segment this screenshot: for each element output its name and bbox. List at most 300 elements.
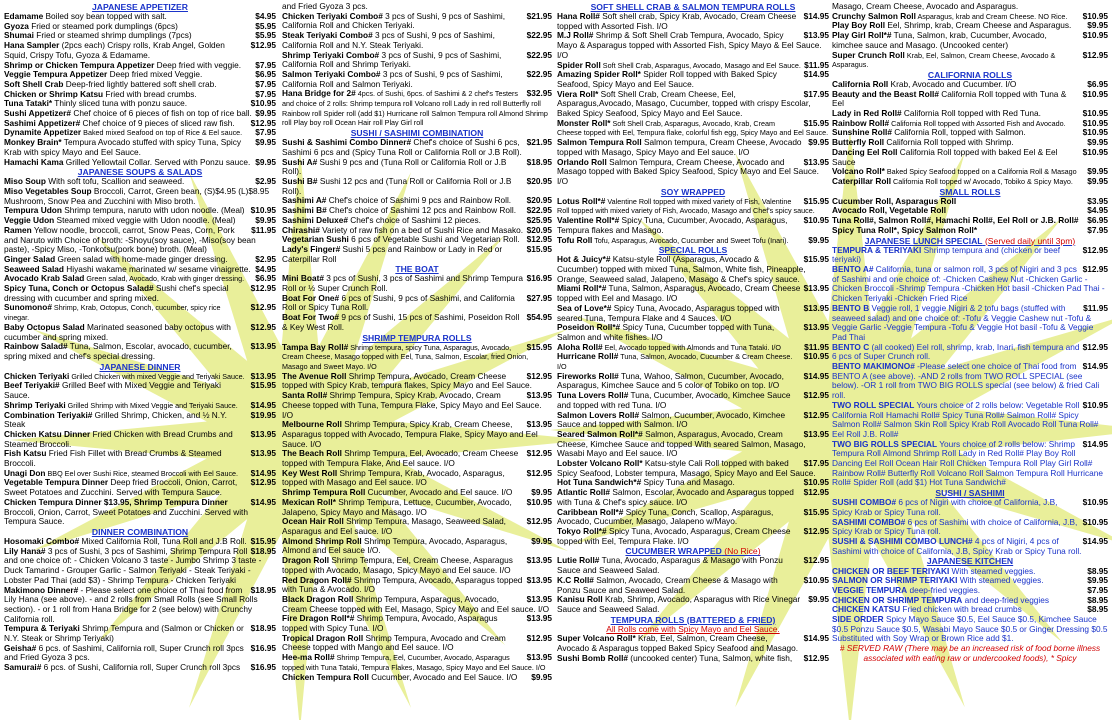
menu-item-name: Chicken or Shrimp Katsu xyxy=(4,88,104,99)
section-heading: JAPANESE SOUPS & SALADS xyxy=(77,167,203,178)
menu-item xyxy=(557,304,829,323)
menu-item-name: Kanisu Roll xyxy=(557,594,603,605)
menu-item xyxy=(832,343,1108,362)
menu-item-description: 4 pcs of Nigiri, 4 pcs of Sashimi with choice of California, J.B, Spicy Krab or Spicy Tuna roll. xyxy=(832,536,1082,556)
menu-item-name: SASHIMI COMBO# xyxy=(832,516,906,527)
menu-item-name: SALMON OR SHRIMP TERIYAKI xyxy=(832,575,958,586)
menu-item-name: Hana Bridge for 2# xyxy=(282,88,356,99)
menu-item-description: Krab, Eel, Salmon, Cream Cheese, Avocado & Asparagus topped Baked Spicy Seafood and Masago. xyxy=(557,633,799,654)
menu-item-name: Hamachi Kama xyxy=(4,156,64,167)
menu-item-name: Baby Octopus Salad xyxy=(4,321,85,332)
menu-item-description: With steamed veggies. xyxy=(957,575,1044,586)
menu-item-name: Poseidon Roll*# xyxy=(557,322,621,333)
menu-item-price: $12.95 xyxy=(526,467,552,478)
menu-item-description: Grilled Yellowtail Collar. Served with Ponzu sauce. xyxy=(63,156,251,167)
section-heading: SUSHI / SASHIMI COMBINATION xyxy=(350,128,484,139)
menu-item-price: $9.95 xyxy=(1087,575,1108,586)
menu-item-name: Tempura Udon xyxy=(4,205,62,216)
menu-item-description: 6 pcs of Sushi, 9 pcs of Sashimi, and California Roll or Spicy Tuna Roll. xyxy=(282,292,515,313)
menu-item xyxy=(282,89,552,128)
menu-item xyxy=(557,527,829,546)
menu-item xyxy=(832,265,1108,304)
menu-item-price: $16.95 xyxy=(250,662,276,673)
menu-item-description: Grilled Shrimp with Mixed Veggie and Teriyaki Sauce. xyxy=(65,400,238,410)
menu-item-price: $9.95 xyxy=(1087,20,1108,31)
menu-item-price: $12.95 xyxy=(250,302,276,313)
section-heading: SOY WRAPPED xyxy=(660,186,726,197)
menu-item-price: $14.95 xyxy=(803,11,829,22)
menu-item xyxy=(282,498,552,517)
menu-item xyxy=(557,197,829,216)
menu-item-name: Beef Teriyaki# xyxy=(4,380,60,391)
menu-item-description: Hiyashi wakame marinated w/ sesame vinaigrette. xyxy=(63,263,251,274)
menu-item-price: $12.95 xyxy=(250,40,276,51)
menu-item-description: Shrimp Tempura, Asparagus, Avocado, Cream Cheese topped with Eel, Masago, Spicy Mayo and Eel sauce. I/O xyxy=(282,593,550,614)
menu-item xyxy=(282,372,552,391)
menu-item-name: Black Dragon Roll xyxy=(282,593,354,604)
menu-item-description: Steamed mixed veggie with Udon noodle. (Meal) xyxy=(54,215,236,226)
menu-item-description: 3 pcs of Sushi, 9 pcs of Sashimi, California Roll and Chicken Teriyaki. xyxy=(282,10,506,31)
section-heading: JAPANESE DINNER xyxy=(99,361,181,372)
menu-item-description: California Roll, topped with Salmon. xyxy=(891,127,1026,138)
menu-item xyxy=(4,586,276,625)
menu-item-description: Tuna, Salmon, krab, Cucumber, Avocado, kimchee sauce and Masago. (Uncooked center) xyxy=(832,30,1047,50)
menu-item-price: $13.95 xyxy=(526,613,552,624)
menu-item-name: Veggie Tempura Appetizer xyxy=(4,69,108,80)
menu-item-description: California Roll topped w/ Avocado, Tobiko & Spicy Mayo. xyxy=(891,177,1073,186)
menu-item-price: $22.95 xyxy=(526,30,552,41)
menu-item xyxy=(557,12,829,31)
menu-item xyxy=(557,323,829,342)
menu-item-price: $13.95 xyxy=(526,593,552,604)
menu-item-name: Lotus Roll*# xyxy=(557,195,606,206)
menu-item-description: 3 pcs of Sushi, 9 pcs of Sashimi, California Roll and Shrimp Teriyaki. xyxy=(282,49,502,70)
menu-item-description: Salmon Tempura, Cream Cheese, Avocado and Masago topped with Baked Spicy Seafood, Spicy Mayo and Eel Sauce. I/O xyxy=(557,156,819,186)
menu-item-description: Krab, Shrimp, Avocado, Asparagus with Rice Vinegar Sauce and Seaweed Salad. xyxy=(557,594,801,614)
menu-item-name: Fire Dragon Roll*# xyxy=(282,613,355,624)
section-heading: SOFT SHELL CRAB & SALMON TEMPURA ROLLS xyxy=(590,2,796,12)
menu-item-name: Fish Katsu xyxy=(4,448,47,459)
menu-item-name: Monster Roll* xyxy=(557,117,611,128)
menu-item xyxy=(832,537,1108,556)
menu-item-name: Soft Shell Crab xyxy=(4,78,64,89)
menu-item xyxy=(557,576,829,595)
menu-item-description: With steamed veggies. xyxy=(949,565,1036,576)
menu-item-description: Shrimp Tempura, Masago, Seaweed Salad, Asparagus and Eel sauce. I/O xyxy=(282,516,506,536)
menu-item xyxy=(832,177,1108,187)
menu-item-price: $11.95 xyxy=(251,224,276,235)
menu-item-name: Dragon Roll xyxy=(282,555,330,566)
section-heading: THE BOAT xyxy=(395,264,439,275)
menu-item xyxy=(557,634,829,653)
menu-item-description: Sushi 5 pcs and Rainbow or Lady in Red or Caterpillar Roll xyxy=(282,243,503,264)
menu-item-price: $13.95 xyxy=(526,419,552,430)
menu-item xyxy=(282,245,552,264)
menu-item xyxy=(4,226,276,255)
menu-item-price: $13.95 xyxy=(526,390,552,401)
menu-item-name: Spider Roll xyxy=(557,59,601,70)
menu-item-price: $10.95 xyxy=(1082,10,1108,21)
menu-item-name: Lobster Volcano Roll* xyxy=(557,458,643,469)
menu-item-description: Chef's choice of Sashimi 9 pcs and Rainbow Roll. xyxy=(326,195,512,206)
menu-item-description: Tempura Avocado stuffed with spicy Tuna, Spicy Krab with spicy Mayo and Eel Sauce. xyxy=(4,137,242,157)
menu-item-price: $12.95 xyxy=(526,234,552,245)
section-heading: CUCUMBER WRAPPED (No Rice) xyxy=(625,546,761,557)
menu-item-name: The Avenue Roll xyxy=(282,370,347,381)
menu-item-price: $10.95 xyxy=(1082,30,1108,41)
menu-item-description: Salmon, Cucumber, Avocado, Kimchee Sauce and topped with Salmon. I/O xyxy=(557,409,786,430)
menu-item-price: $16.95 xyxy=(250,642,276,653)
menu-item-description: Tuna, Salmon, Asparagus, Avocado, Cream Cheese topped with Eel and Masago. I/O xyxy=(557,283,801,304)
menu-item-description: (2pcs each) Crispy rolls, Krab Angel, Golden Squid, Crispy Tofu, Gyoza & Edamame. xyxy=(4,40,225,60)
menu-item-description: Green salad, Avocado, Krab with ginger dressing. xyxy=(84,274,245,284)
menu-item xyxy=(832,31,1108,50)
menu-item-price: $22.95 xyxy=(526,49,552,60)
menu-item-name: TWO BIG ROLLS SPECIAL xyxy=(832,438,938,449)
menu-item-name: Orlando Roll xyxy=(557,156,607,167)
menu-item-price: $15.95 xyxy=(803,506,829,517)
menu-item-name: Lily Hana# xyxy=(4,545,46,556)
menu-item-name: Vegetarian Sushi xyxy=(282,234,349,245)
menu-item-description: and deep-fried veggies xyxy=(962,594,1050,605)
section-heading: JAPANESE APPETIZER xyxy=(92,2,188,12)
menu-item-price: $10.95 xyxy=(1082,108,1108,119)
menu-item-name: The Beach Roll xyxy=(282,448,342,459)
menu-item-description: California Roll topped with Tuna & Eel xyxy=(832,88,1067,109)
menu-item-price: $13.95 xyxy=(250,370,276,381)
menu-item-price: $21.95 xyxy=(526,10,552,21)
menu-item-description: Deep fried mixed Veggie. xyxy=(107,69,203,80)
menu-item xyxy=(4,138,276,157)
menu-item-name: Tokyo Roll*# xyxy=(557,526,607,536)
menu-item xyxy=(282,634,552,653)
menu-item xyxy=(557,556,829,575)
menu-item-description: Spicy Tuna, Avocado, Asparagus topped with seared Tuna, Tempura Flake and 4 Sauces. I/O xyxy=(557,302,780,323)
menu-item-price: $11.95 xyxy=(804,59,829,70)
menu-item xyxy=(4,41,276,60)
menu-item-description: Masago, Cream Cheese, Avocado and Asparagus. xyxy=(832,2,1019,11)
menu-item-price: $14.95 xyxy=(1082,361,1108,372)
menu-item xyxy=(282,391,552,420)
menu-item-description: California Roll topped with Red Tuna. xyxy=(901,108,1041,119)
menu-item-name: Ramen xyxy=(4,224,32,235)
menu-item-name: Chicken Katsu Dinner xyxy=(4,428,91,439)
menu-item-description: Grilled Shrimp, Chicken, and ½ N.Y. Steak xyxy=(4,409,227,430)
menu-item-name: Super Crunch Roll xyxy=(832,49,905,60)
menu-item xyxy=(832,148,1108,167)
menu-item-description: Variety of raw fish on a bed of Sushi Rice and Masako. xyxy=(319,224,524,235)
menu-item-price: $7.95 xyxy=(255,88,276,99)
menu-item-description: Shrimp Tempura, Spicy Krab, Cream Cheese, Asparagus topped with Avocado, Tempura Flake, Spicy Mayo and Eel Sauce. I/O xyxy=(282,419,538,449)
menu-item-price: $10.95 xyxy=(1082,127,1108,138)
menu-item-price: $22.95 xyxy=(526,205,552,216)
menu-item-price: $10.95 xyxy=(803,215,829,226)
menu-item-price: $9.95 xyxy=(531,671,552,682)
menu-item xyxy=(282,537,552,556)
menu-item-price: $11.95 xyxy=(1083,302,1108,313)
menu-item-name: Salmon Tempura Roll xyxy=(557,137,642,148)
menu-item xyxy=(4,381,276,400)
menu-item-price: $10.95 xyxy=(803,574,829,585)
menu-item xyxy=(282,517,552,536)
menu-item-name: Amazing Spider Roll* xyxy=(557,69,641,80)
menu-item-name: Almond Shrimp Roll xyxy=(282,535,362,546)
menu-item xyxy=(282,12,552,31)
menu-item-name: BENTO A# xyxy=(832,264,874,275)
menu-item xyxy=(4,478,276,497)
menu-item-name: Salmon Teriyaki Combo# xyxy=(282,68,381,79)
menu-item-description: Cucumber, Avocado and Eel sauce. I/O xyxy=(365,487,513,498)
menu-item xyxy=(557,236,829,246)
menu-item-name: Sushi Bomb Roll# xyxy=(557,652,628,663)
menu-column-4 xyxy=(832,2,1108,718)
menu-item-price: $27.95 xyxy=(526,292,552,303)
menu-item-name: Butterfly Roll xyxy=(832,137,885,148)
menu-item-price: $15.95 xyxy=(250,536,276,547)
menu-item-description: Shrimp & Soft Shell Crab Tempura, Avocado, Spicy Mayo & Asparagus topped with Assorted Fish, Spicy Mayo & Eel Sauce. I/O xyxy=(557,30,822,60)
menu-item-name: K.C Roll# xyxy=(557,574,594,585)
menu-item-price: $14.95 xyxy=(1082,438,1108,449)
menu-item-name: Sushi Appetizer# xyxy=(4,108,72,119)
menu-item xyxy=(4,449,276,468)
menu-item-price: $16.95 xyxy=(526,273,552,284)
menu-item-description: Fried chicken with bread crumbs xyxy=(900,604,1022,615)
menu-item-price: $13.95 xyxy=(250,428,276,439)
menu-item-description: Grilled Beef with Mixed Veggie and Teriyaki Sauce. xyxy=(4,380,221,401)
menu-item-price: $17.95 xyxy=(803,458,829,469)
menu-item-price: $12.95 xyxy=(803,652,829,663)
section-heading: JAPANESE LUNCH SPECIAL (Served daily until 3pm) xyxy=(864,235,1076,246)
menu-item-price: $4.95 xyxy=(1087,205,1108,216)
menu-item-price: $9.95 xyxy=(531,487,552,498)
menu-item-price: $10.95 xyxy=(1082,516,1108,527)
menu-item-price: $12.95 xyxy=(803,390,829,401)
menu-column-3 xyxy=(557,2,829,718)
menu-item xyxy=(832,401,1108,440)
menu-item-description: Tuna, Salmon, Avocado, Cucumber & Cream Cheese. I/O xyxy=(557,352,793,372)
menu-item-name: Dancing Eel Roll xyxy=(832,146,898,157)
menu-item-price: $13.95 xyxy=(803,283,829,294)
menu-item-description: 6 pcs. of Sushi, California roll, Super Crunch roll 3pcs xyxy=(41,662,241,673)
menu-item xyxy=(557,352,829,371)
menu-item-price: $32.95 xyxy=(526,88,552,99)
menu-item-price: $2.95 xyxy=(255,176,276,187)
menu-item-price: $12.95 xyxy=(526,632,552,643)
menu-item-name: Salmon Lovers Roll# xyxy=(557,409,640,420)
menu-item-price: $14.95 xyxy=(803,69,829,80)
menu-item-price: $6.95 xyxy=(1087,215,1108,226)
menu-item-name: SIDE ORDER xyxy=(832,614,884,625)
menu-item-description: Tuna, Salmon, Escolar, avocado, cucumber, spring mixed and chef's special dressing. xyxy=(4,341,232,361)
menu-item-description: Shrimp tempura, spicy Tuna, Asparagus, Avocado, Cream Cheese, Masago topped with Eel, Tuna, Salmon, Escolar, fried Onion, Masago and Sweet Mayo. I/O xyxy=(282,342,529,372)
menu-item-price: $14.95 xyxy=(803,370,829,381)
menu-item-description: Spider Roll topped with Baked Spicy Seafood, Spicy Mayo and Eel Sauce. xyxy=(557,69,777,89)
menu-item xyxy=(282,158,552,177)
menu-item-price: $12.95 xyxy=(803,487,829,498)
menu-item-description: Shrimp Tempura, Eel, Cucumber, Avocado, Asparagus topped with Tuna Tataki, Tempura Flakes, Masago, Spicy Mayo and Eel Sauce. I/O xyxy=(282,653,546,672)
menu-item-description: Boiled soy bean topped with salt. xyxy=(43,11,167,22)
raw-food-disclaimer: # SERVED RAW (There may be an increased risk of food borne illness associated with eating raw or undercooked foods), * Spicy xyxy=(839,643,1101,663)
menu-item-name: Miami Roll*# xyxy=(557,283,607,294)
menu-item xyxy=(282,31,552,50)
menu-item-price: $18.95 xyxy=(526,156,552,167)
menu-item-price: $9.95 xyxy=(255,156,276,167)
menu-item-name: Tampa Bay Roll# xyxy=(282,341,349,352)
menu-item-name: Fireworks Roll# xyxy=(557,370,619,381)
menu-item-name: Monkey Brain* xyxy=(4,137,62,148)
menu-item xyxy=(282,556,552,575)
menu-item-description: Spicy Tuna, Conch, Scallop, Asparagus, Avocado, Cucumber, Masago, Jalapeno w/Mayo. xyxy=(557,506,774,527)
menu-item-name: Tuna Tataki* xyxy=(4,98,53,109)
menu-item-price: $13.95 xyxy=(526,555,552,566)
menu-item-price: $12.95 xyxy=(250,117,276,128)
menu-item-price: $14.95 xyxy=(803,633,829,644)
menu-item xyxy=(557,31,829,60)
menu-item xyxy=(557,488,829,507)
menu-item-price: $12.95 xyxy=(526,448,552,459)
menu-item-description: (uncooked center) Tuna, Salmon, white fish, xyxy=(628,652,793,663)
menu-item-name: Super Volcano Roll* xyxy=(557,633,636,644)
menu-item-price: $8.95 xyxy=(1087,604,1108,615)
menu-item-price: $15.95 xyxy=(803,254,829,265)
menu-item xyxy=(832,304,1108,343)
menu-item-price: $13.95 xyxy=(803,428,829,439)
menu-item-name: Valentine Roll*# xyxy=(557,215,620,226)
menu-item-description: Sushi chef's special dressing with cucumber and spring mixed. xyxy=(4,283,229,303)
menu-item-price: $20.95 xyxy=(526,224,552,235)
menu-item-price: $9.95 xyxy=(808,137,829,148)
menu-item-name: Sushi B# xyxy=(282,176,318,186)
menu-item-price: $6.95 xyxy=(255,273,276,284)
section-heading: SUSHI / SASHIMI xyxy=(935,488,1005,499)
menu-item-description: Baked Spicy Seafood topped on a California Roll & Masago xyxy=(884,167,1077,177)
menu-item-name: Hosomaki Combo# xyxy=(4,536,80,547)
menu-item xyxy=(282,313,552,332)
menu-item-price: $10.95 xyxy=(1082,88,1108,99)
menu-item-price: $10.95 xyxy=(526,496,552,507)
menu-item-name: Caterpillar Roll xyxy=(832,176,892,186)
menu-item-price: $13.95 xyxy=(250,448,276,459)
menu-item-name: Lutie Roll# xyxy=(557,555,600,566)
menu-item-description: 6 pcs. of Sashimi, California roll, Super Crunch roll 3pcs and Fried Gyoza 3 pcs. xyxy=(4,642,244,663)
menu-item-name: Key West Roll xyxy=(282,467,338,478)
menu-item-price: $5.95 xyxy=(255,20,276,31)
menu-item-price: $14.95 xyxy=(250,496,276,507)
menu-item-description: Chef's choice of Sashimi 12 pieces. xyxy=(347,214,481,225)
menu-item xyxy=(557,284,829,303)
menu-item-price: $8.95 xyxy=(1087,594,1108,605)
menu-item-name: Seaweed Salad xyxy=(4,263,64,274)
menu-item xyxy=(282,614,552,633)
menu-item-price: $18.95 xyxy=(250,623,276,634)
menu-item-name: Avocado Roll, Vegetable Roll xyxy=(832,205,947,216)
menu-item-name: Tofu Roll xyxy=(557,234,593,245)
menu-item-name: Tuna Lovers Roll# xyxy=(557,390,629,401)
menu-item-name: Steak Teriyaki Combo# xyxy=(282,30,373,41)
menu-item-description: Soft Shell Crab, Asparagus, Avocado, Masago and Eel Sauce. xyxy=(600,60,801,70)
menu-item-name: Sunomono# xyxy=(4,302,52,313)
menu-item xyxy=(557,654,829,664)
section-heading: DINNER COMBINATION xyxy=(91,527,189,537)
menu-item-description: Katsu-style Roll (Asparagus, Avocado & Cucumber) topped with mixed Tuna, Salmon, White fish, Pineapple, Orange, Seaweed salad, Jalapeno, Masago & Chef's spicy sauce. xyxy=(557,254,806,284)
menu-item-price: $10.95 xyxy=(250,205,276,216)
menu-item-name: Tropical Dragon Roll xyxy=(282,632,364,643)
menu-item xyxy=(282,469,552,488)
menu-item xyxy=(282,51,552,70)
menu-item-price: $12.95 xyxy=(1082,49,1108,60)
menu-item-price: $5.95 xyxy=(255,30,276,41)
menu-item-description: deep-fried veggies. xyxy=(907,584,981,595)
menu-item-price: $10.95 xyxy=(803,351,829,362)
menu-item-name: BENTO B xyxy=(832,302,870,313)
menu-item-description: Yours choice of 2 rolls below: Vegetable Roll California Roll Hamachi Roll# Spicy Tuna Roll# Salmon Roll# Spicy Salmon Roll# Salmon Skin Roll Spicy Krab Roll Avocado Roll Tuna Roll# Eel Roll J.B. Roll# xyxy=(832,399,1099,439)
menu-item-price: $9.95 xyxy=(255,215,276,226)
menu-item-name: Combination Teriyaki# xyxy=(4,409,93,420)
menu-item-description: Shrimp Tempura, Spicy Krab, Avocado, Cream Cheese topped with Tuna, Tempura Flake, Spicy Mayo and Eel Sauce. I/O xyxy=(282,390,542,420)
menu-item xyxy=(832,226,1108,236)
section-heading: JAPANESE KITCHEN xyxy=(926,556,1014,567)
menu-item xyxy=(4,303,276,322)
menu-item-price: $9.95 xyxy=(1087,176,1108,186)
menu-item-name: Sashimi A# xyxy=(282,195,327,206)
menu-item-description: Tuna, Wahoo, Salmon, Cucumber, Avocado, Asparagus, Kimchee Sauce and 5 color of Tobiko on top. I/O xyxy=(557,370,784,391)
menu-item-description: Krab, Avocado and Cucumber. I/O xyxy=(888,78,1017,89)
menu-item-name: BENTO C xyxy=(832,341,870,352)
menu-item xyxy=(282,343,552,372)
menu-item-name: Dynamite Appetizer xyxy=(4,127,82,138)
menu-item-description: -Please select one choice of Thai food from BENTO A (see above). -AND 2 rolls from TWO ROLL SPECIAL (see below). -OR 1 roll from TWO BIG ROLLS special (see below) & fried Cali roll. xyxy=(832,361,1100,401)
menu-item-name: Lady in Red Roll# xyxy=(832,108,902,119)
menu-item-price: $15.95 xyxy=(250,380,276,391)
menu-item xyxy=(282,576,552,595)
menu-item xyxy=(832,498,1108,517)
menu-item xyxy=(4,644,276,663)
menu-item-name: Geisha# xyxy=(4,642,37,653)
menu-item-price: $6.95 xyxy=(255,69,276,80)
menu-item-price: $12.95 xyxy=(1082,341,1108,352)
menu-item-description: Shrimp, Krab, Octopus, Conch, cucumber, spicy rice vinegar. xyxy=(4,303,221,323)
menu-item-name: Lady's Finger# xyxy=(282,243,341,254)
menu-item-name: Volcano Roll* xyxy=(832,166,885,177)
menu-item-description: 9 pcs of Sushi, 15 pcs of Sashimi, Poseidon Roll & Key West Roll. xyxy=(282,312,520,332)
menu-item xyxy=(557,119,829,138)
menu-item xyxy=(4,430,276,449)
menu-item xyxy=(557,372,829,391)
menu-item-description: Eel, Shrimp, krab, Cream Cheese and Asparagus. xyxy=(885,20,1072,31)
menu-item-description: Green salad with home-made ginger dressing. xyxy=(55,253,228,264)
menu-item xyxy=(4,663,276,673)
menu-item xyxy=(282,595,552,614)
menu-item-name: Boat For One# xyxy=(282,292,340,303)
menu-item-description: California Roll topped with Assorted Fish and Avocado. xyxy=(889,118,1066,128)
menu-item-description: Salmon tempura, Cream Cheese, Avocado topped with Masago, Spicy Mayo and Eel sauce. I/O xyxy=(557,137,802,157)
menu-item-name: Shumai xyxy=(4,30,34,41)
menu-item-price: $9.95 xyxy=(808,594,829,605)
menu-item-price: $15.95 xyxy=(526,243,552,254)
menu-item xyxy=(832,362,1108,401)
menu-item-name: Cucumber Roll, Asparagus Roll xyxy=(832,195,957,206)
menu-item-description: Yours choice of 2 rolls below: Shrimp Tempura Roll Almond Shrimp Roll Lady in Red Roll# Play Boy Roll Dancing Eel Roll Ocean Hair Roll Chicken Tempura Roll Play Girl Roll# Rainbow Roll# Butterfly Roll Volcano Roll Salmon Tempura Roll Hurricane Roll# Spider Roll (add $1) Hot Tuna Sandwich# xyxy=(832,438,1104,488)
menu-item-description: Katsu-style Cali Roll topped with baked Spicy Seafood, Lobster tempura, Masago, Spicy Mayo and Eel Sauce. xyxy=(557,458,816,478)
menu-item xyxy=(832,518,1108,537)
menu-item xyxy=(4,158,276,168)
menu-item-name: Avocado Krab Salad xyxy=(4,273,85,284)
menu-item-price: $21.95 xyxy=(526,137,552,148)
menu-item-description: BBQ Eel over Sushi Rice, steamed Broccoli with Eel Sauce. xyxy=(45,468,239,478)
menu-item-name: Veggie Udon xyxy=(4,215,55,226)
menu-item-price: $3.95 xyxy=(1087,195,1108,206)
menu-item-price: $6.95 xyxy=(1087,78,1108,89)
